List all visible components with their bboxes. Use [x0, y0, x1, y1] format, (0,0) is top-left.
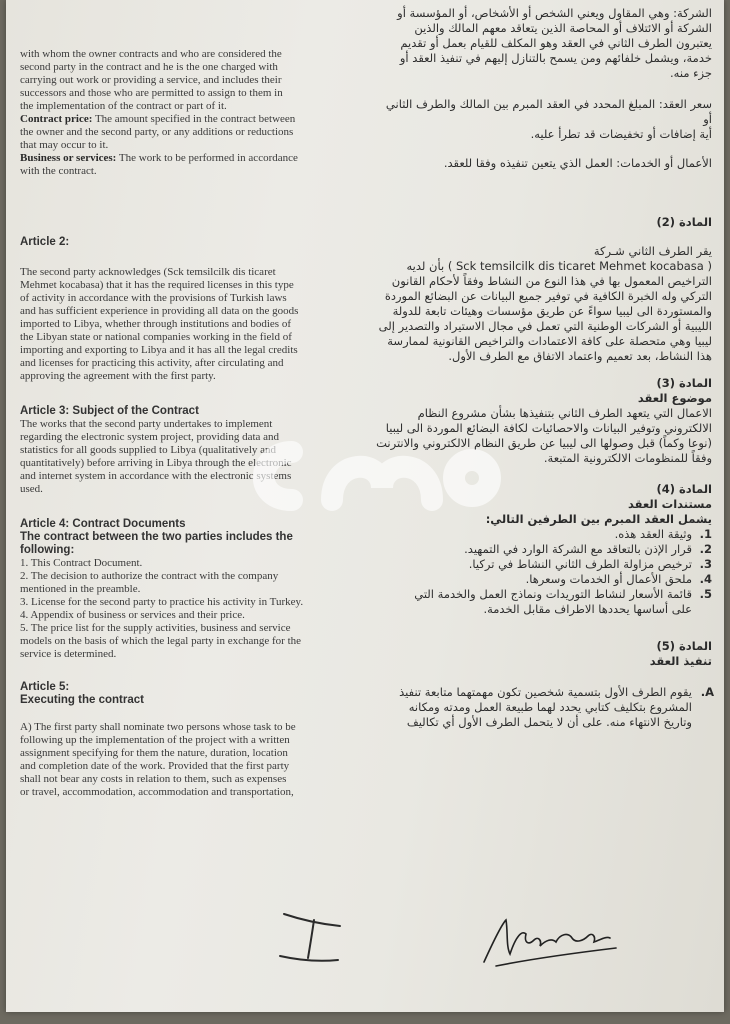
ar-article-5-subtitle: تنفيذ العقد	[649, 654, 712, 668]
ar-article-2-title: المادة (2)	[656, 215, 712, 229]
text-line: following:	[20, 544, 75, 556]
list-number: 4.	[699, 572, 712, 586]
definitions-intro	[20, 48, 350, 113]
text-line: A) The first party shall nominate two persons whose task to be	[20, 721, 296, 733]
ar-article-4-list	[376, 527, 712, 602]
text-line: يقر الطرف الثاني شـركة	[593, 244, 712, 258]
text-line: that may occur to it.	[20, 139, 109, 151]
text-line: الشركة: وهي المقاول ويعني الشخص أو الأشخاص، أو المؤسسة أو	[397, 6, 712, 20]
ar-article-5-title: المادة (5)	[656, 639, 712, 653]
text-line: المشروع بتكليف كتابي يحدد لهما طبيعة العمل ومدته ومكانه	[408, 700, 692, 714]
text-line: الاعمال التي يتعهد الطرف الثاني بتنفيذها بشأن مشروع النظام	[417, 406, 712, 420]
text-line: and has sufficient experience in providing all data on the goods	[20, 305, 299, 317]
text-line: imported to Libya, whether through institutions and bodies of	[20, 318, 291, 330]
article-4-title: Article 4: Contract Documents	[20, 518, 186, 530]
text-line: The amount specified in the contract between	[92, 113, 296, 125]
article-3-title: Article 3: Subject of the Contract	[20, 405, 199, 417]
business-definition	[20, 152, 350, 178]
list-item: 1. This Contract Document.	[20, 557, 143, 569]
text-line: وتاريخ الانتهاء منه. على أن لا يتحمل الطرف الأول أي تكاليف	[406, 715, 692, 729]
list-number: 1.	[699, 527, 712, 541]
list-number: 2.	[699, 542, 712, 556]
list-text: قرار الإذن بالتعاقد مع الشركة الوارد في التمهيد.	[464, 542, 692, 556]
text-line: the owner and the second party, or any additions or reductions	[20, 126, 294, 138]
text-line: والمستوردة الى ليبيا سواءً عن طريق مؤسسات وهيئات تابعة للدولة	[392, 304, 712, 318]
list-text: ملحق الأعمال أو الخدمات وسعرها.	[525, 572, 692, 586]
list-item	[376, 572, 712, 587]
list-item	[376, 587, 712, 602]
ar-article-4-title: المادة (4)	[656, 482, 712, 496]
text-line: and completion date of the work. Provided that the first party	[20, 760, 290, 772]
text-line: approving the agreement with the first party.	[20, 370, 216, 382]
article-4-list	[20, 557, 350, 661]
text-line: statistics for all goods supplied to Libya (qualitatively and	[20, 444, 277, 456]
text-line: التراخيص المعمول بها في هذا النوع من النشاط وفقاً لأحكام القانون	[391, 274, 712, 288]
signature	[476, 910, 626, 972]
text-line: regarding the electronic system project, providing data and	[20, 431, 280, 443]
text-line: second party in the contract and he is the one charged with	[20, 61, 278, 73]
list-item: 4. Appendix of business or services and their price.	[20, 609, 245, 621]
text-line: The contract between the two parties includes the	[20, 531, 293, 543]
text-line: هذا النشاط، بعد تعميم واعتماد الاتفاق مع الطرف الأول.	[448, 349, 712, 363]
text-line: assignment specifying for them the nature, duration, location	[20, 747, 288, 759]
term-label: Contract price:	[20, 113, 93, 125]
list-item: 3. License for the second party to practice his activity in Turkey.	[20, 596, 304, 608]
list-item: models on the basis of which the legal party in exchange for the	[20, 635, 302, 647]
list-item	[376, 542, 712, 557]
text-line: successors and those who are permitted to assign to them in	[20, 87, 283, 99]
text-line: and licenses for practicing this activity, after circulating and	[20, 357, 284, 369]
text-line: وفقاً للمنظومات الالكترونية المتبعة.	[543, 451, 712, 465]
ar-article-3-title: المادة (3)	[656, 376, 712, 390]
list-item	[376, 527, 712, 542]
arabic-column	[376, 6, 712, 730]
list-text: ترخيص مزاولة الطرف الثاني النشاط في تركيا.	[468, 557, 692, 571]
article-5-body	[20, 721, 350, 799]
text-line: or travel, accommodation, accommodation and transportation,	[20, 786, 294, 798]
ar-article-3-body	[376, 406, 712, 466]
text-line: (نوعا وكماً) قبل وصولها الى ليبيا عن طريق النظام الالكتروني والانترنت	[376, 436, 712, 450]
article-5-subtitle: Executing the contract	[20, 694, 144, 706]
list-text: قائمة الأسعار لنشاط التوريدات ونماذج العمل والخدمة التي	[414, 587, 692, 601]
ar-business-definition: الأعمال أو الخدمات: العمل الذي يتعين تنفيذه وفقا للعقد.	[443, 156, 712, 170]
text-line: with whom the owner contracts and who are considered the	[20, 48, 282, 60]
list-continuation: على أساسها يحددها الاطراف مقابل الخدمة.	[483, 602, 692, 616]
ar-article-2-body	[376, 244, 712, 364]
ar-article-4-intro: يشمل العقد المبرم بين الطرفين التالي:	[485, 512, 712, 526]
text-line: أية إضافات أو تخفيضات قد تطرأ عليه.	[530, 127, 712, 141]
list-number: 3.	[699, 557, 712, 571]
list-number: 5.	[699, 587, 712, 601]
text-line: الشركة أو الائتلاف أو المحاصة الذين يتعاقد معهم المالك والذين	[414, 21, 712, 35]
document-page	[6, 0, 724, 1012]
text-line: of activity in accordance with the provisions of Turkish laws	[20, 292, 287, 304]
text-line: carrying out work or providing a service, and includes their	[20, 74, 282, 86]
text-line: يقوم الطرف الأول بتسمية شخصين تكون مهمتهما متابعة تنفيذ	[399, 685, 692, 699]
list-item: 5. The price list for the supply activities, business and service	[20, 622, 291, 634]
term-label: Business or services:	[20, 152, 117, 164]
contract-price-definition	[20, 113, 350, 152]
signature-initial	[274, 906, 350, 968]
text-line: The works that the second party undertakes to implement	[20, 418, 273, 430]
text-line: سعر العقد: المبلغ المحدد في العقد المبرم بين المالك والطرف الثاني أو	[385, 97, 712, 126]
article-2-body	[20, 266, 350, 383]
text-line: The work to be performed in accordance	[116, 152, 298, 164]
text-line: used.	[20, 483, 43, 495]
article-3-body	[20, 418, 350, 496]
text-line: خدمة، ويشمل خلفائهم ومن يسمح بالتنازل إليهم في تنفيذ العقد أو	[399, 51, 712, 65]
ar-price-definition	[376, 97, 712, 142]
ar-clause-marker: A.	[700, 685, 714, 699]
list-item: 2. The decision to authorize the contract with the company	[20, 570, 279, 582]
text-line: the Libyan state or national companies working in the field of	[20, 331, 292, 343]
text-line: جزء منه.	[670, 66, 712, 80]
text-line: يعتبرون الطرف الثاني في العقد وهو المكلف للقيام بعمل أو تقديم	[400, 36, 712, 50]
text-line: الليبية أو الشركات الوطنية التي تعمل في مجال الاستيراد والتصدير إلى	[378, 319, 712, 333]
article-4-intro	[20, 531, 350, 557]
ar-definitions-intro	[376, 6, 712, 81]
text-line: shall not bear any costs in relation to them, such as expenses	[20, 773, 287, 785]
text-line: الالكتروني وتوفير البيانات والاحصائيات لكافة البضائع الموردة الى ليبيا	[385, 421, 712, 435]
list-text: وثيقة العقد هذه.	[614, 527, 692, 541]
list-item: service is determined.	[20, 648, 117, 660]
article-2-title: Article 2:	[20, 236, 70, 248]
text-line: ليبيا وهي متحصلة على كافة الاعتمادات والتراخيص القانونية لممارسة	[387, 334, 712, 348]
ar-article-4-subtitle: مستندات العقد	[627, 497, 712, 511]
text-line: and internet system in accordance with the electronic systems	[20, 470, 292, 482]
text-line: following up the implementation of the project with a written	[20, 734, 290, 746]
text-line: importing and exporting to Libya and it has all the legal credits	[20, 344, 298, 356]
ar-article-3-subtitle: موضوع العقد	[637, 391, 712, 405]
text-line: ( Sck temsilcilk dis ticaret Mehmet kocabasa ) بأن لديه	[406, 259, 712, 273]
list-item	[376, 557, 712, 572]
text-line: quantitatively) before arriving in Libya through the electronic	[20, 457, 292, 469]
text-line: التركي وله الخبرة الكافية في توفير جميع البيانات عن البضائع الموردة	[384, 289, 712, 303]
text-line: The second party acknowledges (Sck temsilcilk dis ticaret	[20, 266, 276, 278]
article-5-title: Article 5:	[20, 681, 70, 693]
text-line: the implementation of the contract or part of it.	[20, 100, 227, 112]
text-line: with the contract.	[20, 165, 97, 177]
text-line: Mehmet kocabasa) that it has the required licenses in this type	[20, 279, 294, 291]
list-item: mentioned in the preamble.	[20, 583, 141, 595]
ar-article-5-body	[376, 685, 712, 730]
english-column	[20, 48, 350, 799]
